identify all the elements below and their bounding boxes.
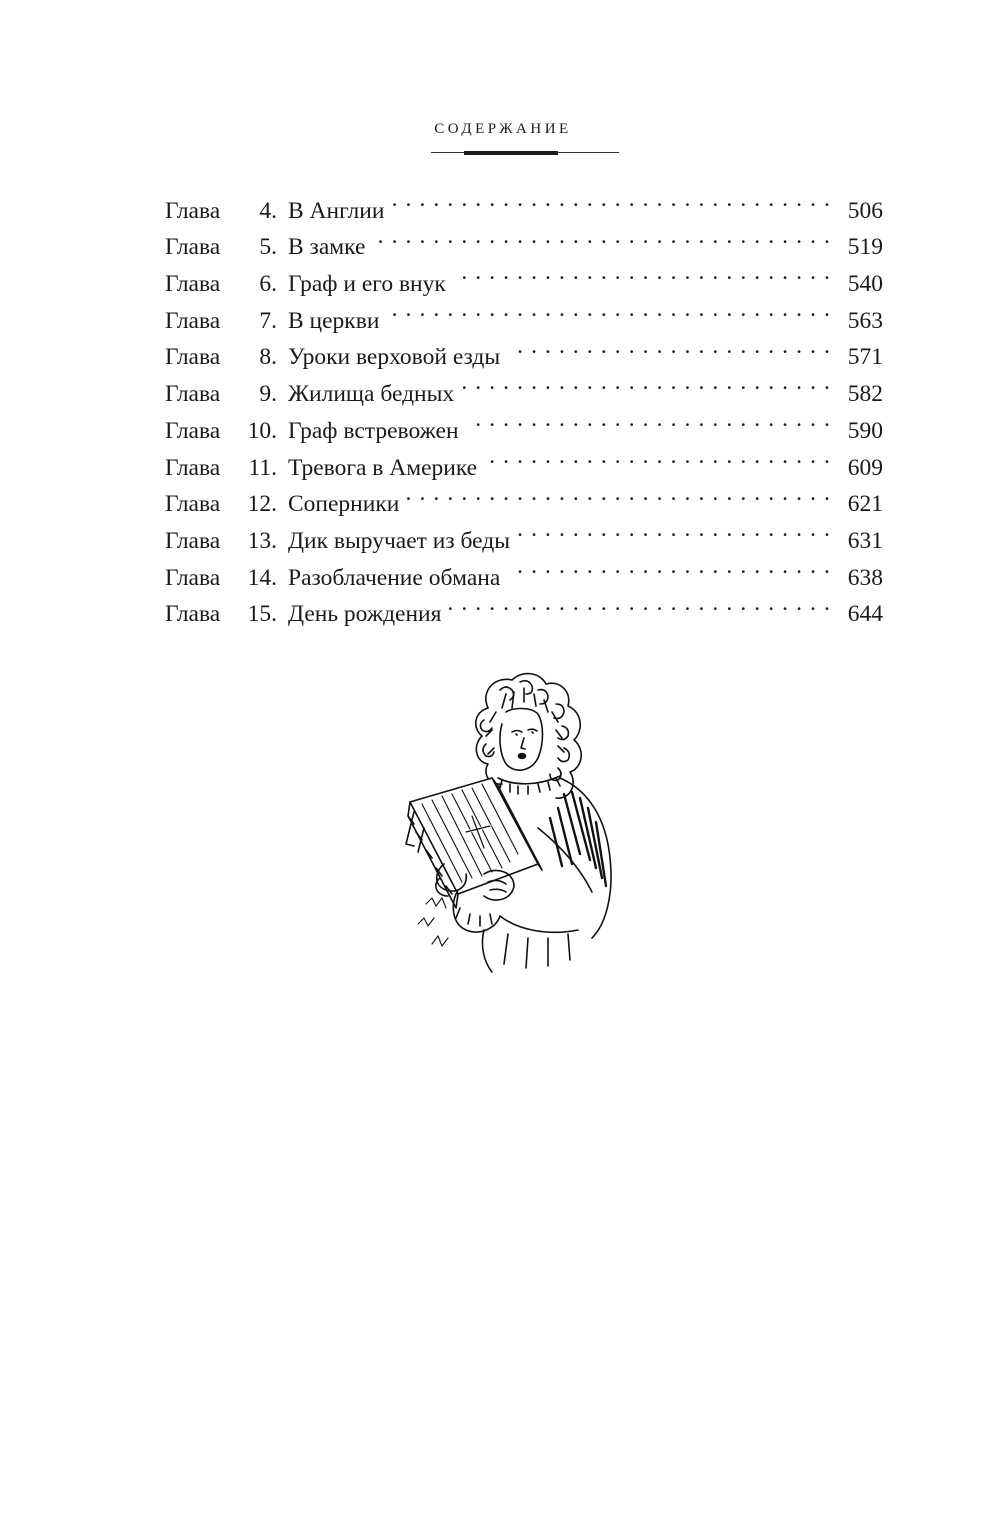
page-number: 621	[847, 491, 883, 518]
chapter-number: 11.	[248, 454, 277, 481]
chapter-word: Глава	[165, 601, 221, 628]
chapter-number: 9.	[259, 381, 277, 408]
page-number: 563	[847, 307, 883, 334]
page-number: 609	[847, 454, 883, 481]
dot-leader	[508, 548, 831, 585]
chapter-title: В Англии	[288, 197, 385, 224]
chapter-title: В церкви	[288, 307, 380, 334]
chapter-word: Глава	[165, 417, 221, 444]
chapter-word: Глава	[165, 564, 221, 591]
chapter-number: 8.	[259, 344, 277, 371]
dot-leader	[467, 401, 831, 438]
chapter-number: 6.	[259, 271, 277, 298]
dot-leader	[462, 364, 831, 401]
page-number: 638	[847, 564, 883, 591]
chapter-number: 5.	[259, 234, 277, 261]
dot-leader	[454, 254, 831, 291]
boy-reading-book-icon	[388, 668, 628, 980]
dot-leader	[485, 438, 831, 475]
chapter-word: Глава	[165, 381, 221, 408]
page-number: 590	[847, 417, 883, 444]
dot-leader	[407, 475, 831, 512]
chapter-number: 7.	[259, 307, 277, 334]
chapter-word: Глава	[165, 527, 221, 554]
chapter-title: Соперники	[288, 491, 400, 518]
chapter-title: Тревога в Америке	[288, 454, 478, 481]
chapter-title: Разоблачение обмана	[288, 564, 501, 591]
chapter-word: Глава	[165, 234, 221, 261]
boy-reading-book-illustration	[388, 668, 628, 980]
chapter-title: Уроки верховой езды	[288, 344, 501, 371]
chapter-number: 15.	[247, 601, 277, 628]
chapter-word: Глава	[165, 454, 221, 481]
chapter-number: 10.	[247, 417, 277, 444]
page-number: 519	[847, 234, 883, 261]
page-number: 540	[847, 271, 883, 298]
dot-leader	[392, 181, 831, 218]
dot-leader	[373, 218, 831, 255]
toc-row[interactable]	[165, 181, 883, 224]
chapter-word: Глава	[165, 344, 221, 371]
page-number: 582	[847, 381, 883, 408]
chapter-title: В замке	[288, 234, 366, 261]
chapter-title: День рождения	[288, 601, 442, 628]
dot-leader	[508, 328, 831, 365]
chapter-number: 12.	[247, 491, 277, 518]
chapter-title: Дик выручает из беды	[288, 527, 511, 554]
page-number: 644	[847, 601, 883, 628]
chapter-number: 4.	[259, 197, 277, 224]
dot-leader	[449, 585, 831, 622]
chapter-word: Глава	[165, 491, 221, 518]
page-title: СОДЕРЖАНИЕ	[434, 121, 572, 137]
chapter-title: Граф встревожен	[288, 417, 459, 444]
page-header	[0, 120, 1000, 138]
table-of-contents	[165, 181, 883, 628]
chapter-number: 14.	[247, 564, 277, 591]
chapter-word: Глава	[165, 197, 221, 224]
page-number: 506	[847, 197, 883, 224]
chapter-number: 13.	[247, 527, 277, 554]
chapter-word: Глава	[165, 271, 221, 298]
header-rule-accent	[464, 151, 558, 155]
dot-leader	[518, 511, 831, 548]
page-number: 571	[847, 344, 883, 371]
chapter-title: Жилища бедных	[288, 381, 455, 408]
chapter-title: Граф и его внук	[288, 271, 446, 298]
chapter-word: Глава	[165, 307, 221, 334]
dot-leader	[387, 291, 831, 328]
page-number: 631	[847, 527, 883, 554]
